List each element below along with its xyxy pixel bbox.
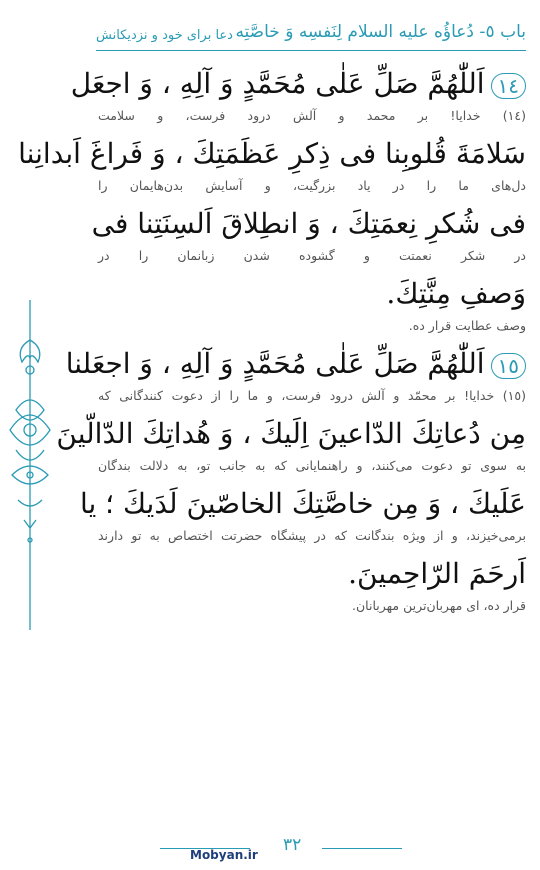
translation-line: دل‌های ما را در یاد بزرگیت، و آسایش بدن‌هایمان را [98, 178, 526, 193]
arabic-line: مِن دُعاتِكَ الدّاعينَ اِلَيكَ ، وَ هُداتِكَ الدّالّينَ [56, 417, 526, 450]
verse-number-badge: ١٥ [491, 353, 526, 379]
page-number: ٣٢ [283, 835, 302, 855]
page-footer [0, 830, 540, 870]
translation-line: وصف عطایت قرار ده. [408, 318, 526, 333]
arabic-line: فى شُكرِ نِعمَتِكَ ، وَ انطِلاقَ اَلسِنَتِنا فى [91, 207, 526, 240]
translation-line: در شکر نعمتت و گشوده شدن زبانمان را در [98, 248, 526, 263]
arabic-line: وَصفِ مِنَّتِكَ. [386, 277, 526, 310]
arabic-line: ١٥اَللّٰهُمَّ صَلِّ عَلٰى مُحَمَّدٍ وَ آلِهِ ، وَ اجعَلنا [98, 342, 526, 386]
translation-line: قرار ده، ای مهربان‌ترین مهربانان. [352, 598, 526, 613]
translation-line: برمی‌خیزند، و از ویژه بندگانت که در پیشگاه حضرتت اختصاص به تو دارند [98, 528, 526, 543]
arabic-line: اَرحَمَ الرّاحِمينَ. [348, 557, 526, 590]
verse-number-badge: ١٤ [491, 73, 526, 99]
page-content [18, 62, 526, 622]
site-logo: Mobyan.ir [190, 848, 258, 862]
arabic-line: سَلامَةَ قُلوبِنا فى ذِكرِ عَظَمَتِكَ ، وَ فَراغَ اَبدانِنا [18, 137, 526, 170]
translation-line: (١٥) خدايا! بر محمّد و آلش درود فرست، و ما را از دعوت کنندگانی که [98, 388, 526, 403]
arabic-line: عَلَيكَ ، وَ مِن خاصَّتِكَ الخاصّينَ لَدَيكَ ؛ يا [79, 487, 526, 520]
page-header [0, 0, 540, 50]
decorative-ornament-icon [6, 300, 54, 630]
arabic-line: ١٤اَللّٰهُمَّ صَلِّ عَلٰى مُحَمَّدٍ وَ آلِهِ ، وَ اجعَل [98, 62, 526, 106]
header-rule [96, 50, 526, 51]
chapter-title: باب ٥- دُعاؤُه عليه السلام لِنَفسِه وَ خاصَّتِه [235, 22, 526, 42]
translation-line: (١٤) خدايا! بر محمد و آلش درود فرست، و سلامت [98, 108, 526, 123]
footer-rule-right [322, 848, 402, 849]
translation-line: به سوی تو دعوت می‌کنند، و راهنمایانی که به جانب تو، به دلالت بندگان [98, 458, 526, 473]
chapter-subtitle: دعا برای خود و نزدیکانش [96, 28, 233, 43]
